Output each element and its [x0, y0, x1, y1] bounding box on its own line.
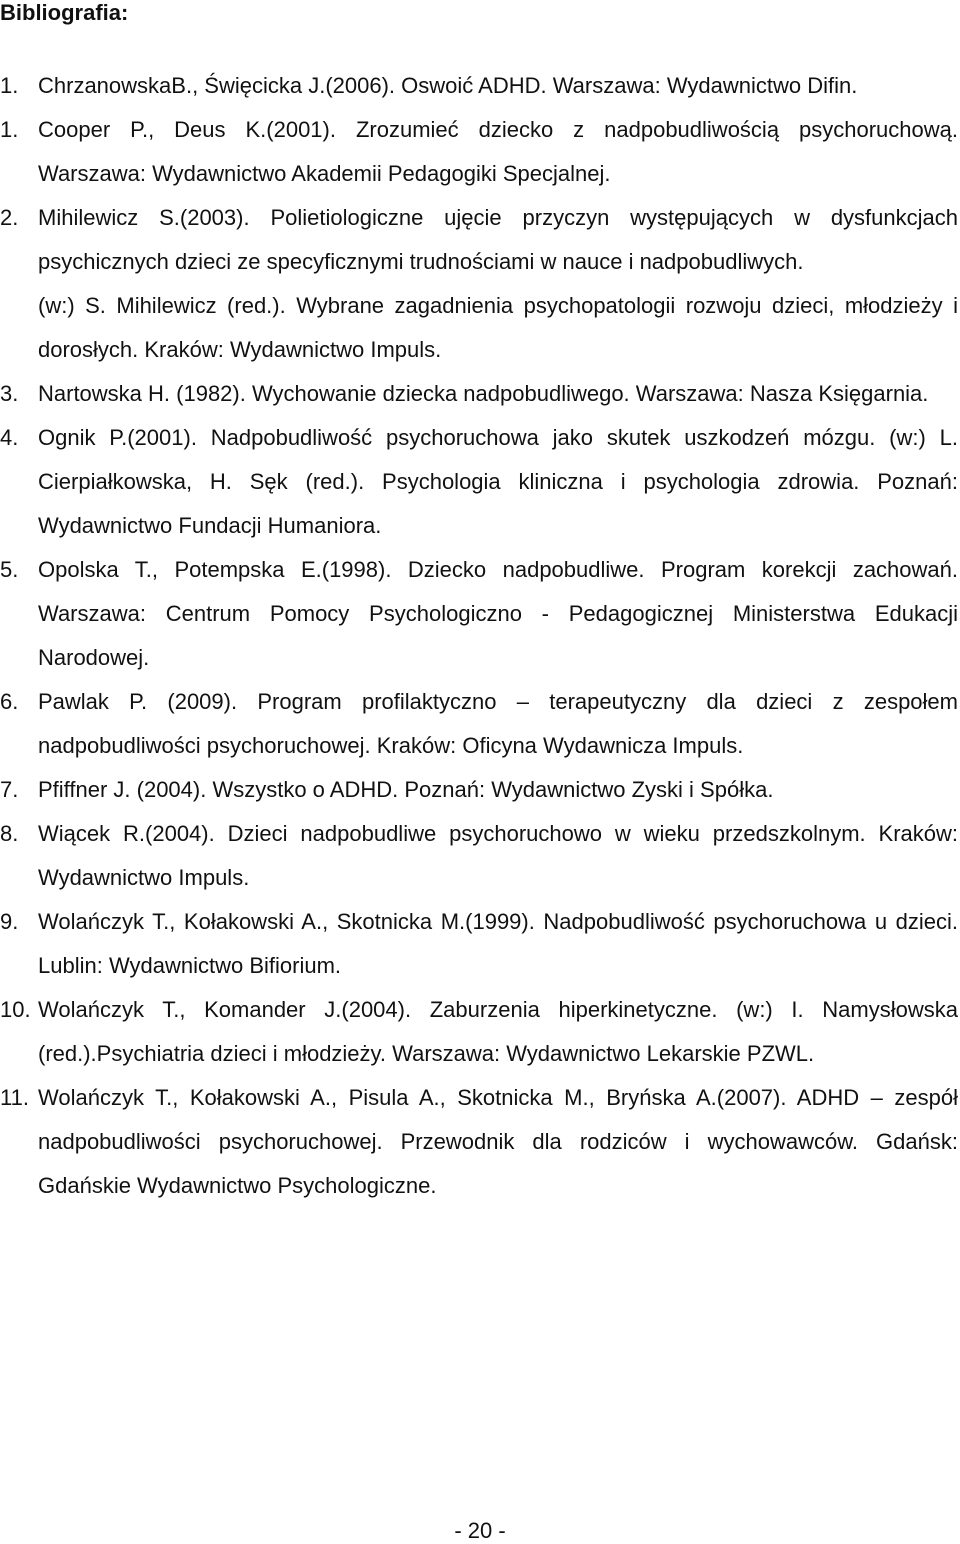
bibliography-entry-8: [0, 768, 958, 812]
entry-number: 9.: [0, 909, 19, 934]
entry-number: 10.: [0, 997, 31, 1022]
page-number: - 20 -: [454, 1518, 506, 1543]
bibliography-entry-5: [0, 416, 958, 548]
entry-text: ChrzanowskaB., Święcicka J.(2006). Oswoić ADHD. Warszawa: Wydawnictwo Difin.: [38, 73, 858, 98]
entry-number: 1.: [0, 117, 19, 142]
bibliography-entry-4: [0, 372, 958, 416]
bibliography-heading: Bibliografia:: [0, 0, 129, 25]
bibliography-entry-10: [0, 900, 958, 988]
bibliography-entry-7: [0, 680, 958, 768]
entry-text: Pfiffner J. (2004). Wszystko o ADHD. Poznań: Wydawnictwo Zyski i Spółka.: [38, 777, 774, 802]
bibliography-entry-2: [0, 108, 958, 196]
bibliography-entry-11: [0, 988, 958, 1076]
bibliography-entry-12: [0, 1076, 958, 1208]
bibliography-entry-3: [0, 196, 958, 372]
entry-text: Cooper P., Deus K.(2001). Zrozumieć dziecko z nadpobudliwością psychoruchową. Warszawa: Wydawnictwo Akademii Pedagogiki Specjalnej.: [38, 117, 958, 186]
entry-number: 5.: [0, 557, 19, 582]
entry-text: Mihilewicz S.(2003). Polietiologiczne ujęcie przyczyn występujących w dysfunkcjach psychicznych dzieci ze specyficznymi trudnościami w nauce i nadpobudliwych.: [38, 205, 958, 274]
entry-number: 11.: [0, 1085, 29, 1110]
entry-number: 4.: [0, 425, 19, 450]
entry-number: 8.: [0, 821, 19, 846]
bibliography-list: [0, 64, 958, 1208]
entry-number: 2.: [0, 205, 19, 230]
entry-number: 7.: [0, 777, 19, 802]
entry-number: 6.: [0, 689, 19, 714]
entry-text: Wolańczyk T., Komander J.(2004). Zaburzenia hiperkinetyczne. (w:) I. Namysłowska (red.).Psychiatria dzieci i młodzieży. Warszawa: Wydawnictwo Lekarskie PZWL.: [38, 997, 958, 1066]
entry-number: 3.: [0, 381, 19, 406]
bibliography-entry-6: [0, 548, 958, 680]
entry-text-continued: (w:) S. Mihilewicz (red.). Wybrane zagadnienia psychopatologii rozwoju dzieci, młodzieży i dorosłych. Kraków: Wydawnictwo Impuls.: [38, 293, 958, 362]
bibliography-entry-9: [0, 812, 958, 900]
entry-text: Ognik P.(2001). Nadpobudliwość psychoruchowa jako skutek uszkodzeń mózgu. (w:) L. Cierpiałkowska, H. Sęk (red.). Psychologia kliniczna i psychologia zdrowia. Poznań: Wydawnictwo Fundacji Humaniora.: [38, 425, 958, 538]
entry-text: Nartowska H. (1982). Wychowanie dziecka nadpobudliwego. Warszawa: Nasza Księgarnia.: [38, 381, 929, 406]
entry-number: 1.: [0, 73, 19, 98]
entry-text: Wiącek R.(2004). Dzieci nadpobudliwe psychoruchowo w wieku przedszkolnym. Kraków: Wydawnictwo Impuls.: [38, 821, 958, 890]
bibliography-entry-1: [0, 64, 958, 108]
entry-text: Pawlak P. (2009). Program profilaktyczno – terapeutyczny dla dzieci z zespołem nadpobudliwości psychoruchowej. Kraków: Oficyna Wydawnicza Impuls.: [38, 689, 958, 758]
entry-text: Opolska T., Potempska E.(1998). Dziecko nadpobudliwe. Program korekcji zachowań. Warszawa: Centrum Pomocy Psychologiczno - Pedagogicznej Ministerstwa Edukacji Narodowej.: [38, 557, 958, 670]
entry-text: Wolańczyk T., Kołakowski A., Pisula A., Skotnicka M., Bryńska A.(2007). ADHD – zespół nadpobudliwości psychoruchowej. Przewodnik dla rodziców i wychowawców. Gdańsk: Gdańskie Wydawnictwo Psychologiczne.: [38, 1085, 958, 1198]
entry-text: Wolańczyk T., Kołakowski A., Skotnicka M.(1999). Nadpobudliwość psychoruchowa u dzieci. Lublin: Wydawnictwo Bifiorium.: [38, 909, 958, 978]
